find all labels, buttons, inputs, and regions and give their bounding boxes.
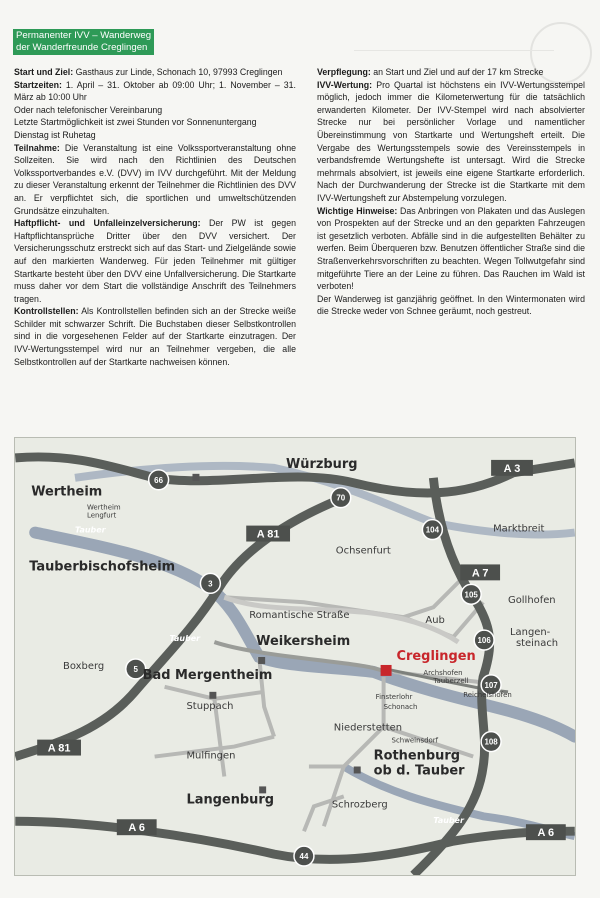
place-creglingen: Creglingen	[396, 648, 476, 664]
highway-text-a3: A 3	[503, 462, 521, 475]
times-extra-2: Letzte Startmöglichkeit ist zwei Stunden vor Sonnenuntergang	[14, 117, 257, 128]
place-ochsenfurt: Ochsenfurt	[335, 545, 391, 557]
place-gollhofen: Gollhofen	[508, 595, 556, 607]
highway-label-a6-left	[117, 819, 157, 835]
place-wertheim: Wertheim	[31, 484, 103, 500]
start-section	[14, 66, 296, 79]
place-stuppach: Stuppach	[186, 700, 234, 712]
times-extra-1: Oder nach telefonischer Vereinbarung	[14, 104, 163, 115]
catering-section	[317, 66, 585, 79]
highway-label-a7	[460, 564, 500, 580]
place-finsterlohr: Finsterlohr	[375, 692, 413, 701]
place-schrozberg: Schrozberg	[331, 799, 388, 811]
place-wuerzburg: Würzburg	[286, 456, 358, 472]
wertheim-lengfurt-line-1: Wertheim	[86, 503, 121, 512]
page-title	[13, 29, 154, 55]
place-mulfingen: Mulfingen	[186, 750, 236, 762]
rating-label: IVV-Wertung:	[317, 79, 373, 90]
rating-section	[317, 79, 585, 205]
place-weikersheim: Weikersheim	[256, 634, 351, 650]
town-marker-weikersheim	[258, 657, 265, 664]
highway-text-a81-bottom: A 81	[47, 742, 71, 755]
right-column	[317, 66, 585, 318]
route-map	[14, 437, 576, 876]
highway-label-a3	[491, 460, 533, 476]
place-boxberg: Boxberg	[63, 660, 105, 672]
highway-text-a6-left: A 6	[128, 822, 146, 835]
exit-number-44: 44	[299, 852, 309, 862]
times-label: Startzeiten:	[14, 79, 62, 90]
place-tauberzell: Tauberzell	[433, 676, 469, 685]
exit-number-70: 70	[336, 493, 346, 503]
highway-label-a81-top	[246, 526, 290, 542]
left-column	[14, 66, 296, 368]
control-section	[14, 305, 296, 368]
river-label-tauber-1: Tauber	[75, 525, 106, 535]
river-label-tauber-2: Tauber	[169, 634, 201, 644]
rothenburg-line-2: ob d. Tauber	[373, 763, 465, 779]
highway-label-a6-right	[526, 824, 566, 840]
exit-number-66: 66	[154, 475, 164, 485]
exit-shield-3	[200, 573, 220, 593]
langensteinach-line-2: steinach	[515, 638, 559, 650]
place-langenburg: Langenburg	[186, 792, 275, 808]
place-bad-mergentheim: Bad Mergentheim	[142, 667, 273, 683]
notes-text: Das Anbringen von Plakaten und das Auslegen von Prospekten auf der Strecke und an den geparkten Fahrzeugen ist gesetzlich verboten. Abfälle sind in die aufgestellten Behälter zu werfen. Beim Überqueren bzw. Benutzen öffentlicher Straße sind die Straßenverkehrsvorschriften zu beachten. Wegen Tollwutgefahr sind mitgeführte Tiere an der Leine zu führen. Das Rauchen im Wald ist verboten!	[317, 205, 585, 292]
exit-shield-108	[481, 732, 501, 752]
start-label: Start und Ziel:	[14, 67, 74, 77]
exit-shield-104	[422, 520, 442, 540]
place-archshofen: Archshofen	[423, 668, 463, 677]
participation-text: Die Veranstaltung ist eine Volkssportveranstaltung ohne Sollzeiten. Sie wird nach den Richtlinien des Deutschen Volkssportverbandes e.V. (DVV) im IVV durchgeführt. Mit der Meldung zu dieser Veranstaltung erkennt der Teilnehmer die Richtlinien des DVV an. Er verpflichtet sich, die sportlichen und umweltschützenden Grundsätze einzuhalten.	[14, 142, 296, 216]
catering-label: Verpflegung:	[317, 67, 371, 77]
exit-shield-70	[331, 488, 351, 508]
exit-number-107: 107	[484, 680, 498, 690]
highway-label-a81-bottom	[37, 740, 81, 756]
highway-text-a6-right: A 6	[537, 827, 555, 840]
catering-text: an Start und Ziel und auf der 17 km Strecke	[370, 67, 544, 77]
place-marktbreit: Marktbreit	[493, 523, 545, 535]
town-marker-creglingen	[381, 665, 392, 676]
place-wertheim-lengfurt	[87, 504, 121, 520]
season-text: Der Wanderweg ist ganzjährig geöffnet. In den Wintermonaten wird die Strecke weder von Schnee geräumt, noch gestreut.	[317, 293, 585, 317]
place-romantische-strasse: Romantische Straße	[249, 610, 350, 622]
river-label-tauber-3: Tauber	[433, 816, 464, 826]
times-section	[14, 79, 296, 104]
exit-shield-66	[149, 470, 169, 490]
exit-number-104: 104	[425, 525, 440, 535]
title-line-1: Permanenter IVV – Wanderweg	[16, 30, 152, 41]
times-extra-3: Dienstag ist Ruhetag	[14, 129, 96, 140]
exit-shield-105	[461, 584, 481, 604]
exit-shield-44	[294, 846, 314, 866]
exit-number-5: 5	[133, 664, 138, 674]
place-reichelshofen: Reichelshofen	[463, 690, 512, 699]
langensteinach-line-1: Langen-	[510, 627, 551, 639]
town-marker-bad-mergentheim	[209, 692, 216, 699]
control-label: Kontrollstellen:	[14, 306, 79, 317]
place-rothenburg	[374, 749, 465, 779]
exit-number-108: 108	[484, 737, 498, 747]
notes-label: Wichtige Hinweise:	[317, 205, 398, 216]
participation-label: Teilnahme:	[14, 142, 60, 153]
place-aub: Aub	[425, 615, 445, 627]
exit-number-105: 105	[464, 590, 478, 600]
highway-text-a81-top: A 81	[256, 528, 280, 541]
faded-header-line	[354, 50, 554, 64]
route-map-svg	[15, 438, 575, 875]
insurance-section	[14, 217, 296, 305]
place-tauberbischofsheim: Tauberbischofsheim	[29, 559, 176, 575]
start-text: Gasthaus zur Linde, Schonach 10, 97993 Creglingen	[73, 67, 283, 77]
wertheim-lengfurt-line-2: Lengfurt	[86, 511, 117, 520]
town-marker-wuerzburg	[192, 474, 199, 481]
notes-section	[317, 205, 585, 293]
insurance-text: Der PW ist gegen Haftpflichtansprüche Dritter über den DVV versichert. Der Versicherungsschutz erstreckt sich auf das Start- und Zielgelände sowie auf den markierten Wanderweg. Für jeden Teilnehmer mit gültiger Startkarte besteht über den DVV eine Unfallversicherung. Die Startkarte muss daher vor dem Start die vollständige Anschrift des Teilnehmers tragen.	[14, 218, 296, 304]
place-niedersteten: Niederstetten	[333, 722, 403, 734]
highway-text-a7: A 7	[471, 567, 489, 580]
rating-text: Pro Quartal ist höchstens ein IVV-Wertungsstempel möglich, jedoch immer die Kilometerwertung für die tatsächlich erwanderten Kilometer. Der IVV-Stempel wird nach absolvierter Strecke nur bei persönlicher Vorlage und namentlicher Übereinstimmung von Startkarte und Wertungsheft erteilt. Die Vergabe des Wertungsstempels sowie des Vereinsstempels in verbandsfremde Wertungshefte ist untersagt. Wird die Strecke mehrmals absolviert, ist jeweils eine eigene Startkarte erforderlich. Nach der Durchwanderung der Strecke ist die Startkarte mit dem IVV-Wertungsheft zur Abstempelung vorzulegen.	[317, 79, 585, 203]
place-schonach: Schonach	[383, 702, 418, 711]
town-marker-rothenburg	[354, 766, 361, 773]
insurance-label: Haftpflicht- und Unfalleinzelversicherung:	[14, 218, 201, 229]
place-langensteinach	[510, 627, 558, 649]
rothenburg-line-1: Rothenburg	[373, 748, 460, 764]
times-text: 1. April – 31. Oktober ab 09:00 Uhr; 1. November – 31. März ab 10:00 Uhr	[14, 79, 296, 103]
control-text: Als Kontrollstellen befinden sich an der Strecke weiße Schilder mit schwarzer Schrift. Die Buchstaben dieser Selbstkontrollen sind in die vorgesehenen Felder auf der Startkarte einzutragen. Der IVV-Wertungsstempel wird nur an Teilnehmer vergeben, die alle Selbstkontrollen auf der Startkarte nachweisen können.	[14, 306, 296, 367]
participation-section	[14, 142, 296, 218]
exit-number-106: 106	[477, 636, 491, 646]
exit-shield-106	[474, 630, 494, 650]
title-line-2: der Wanderfreunde Creglingen	[16, 42, 148, 53]
place-schweinsdorf: Schweinsdorf	[391, 736, 439, 745]
exit-number-3: 3	[208, 579, 213, 589]
